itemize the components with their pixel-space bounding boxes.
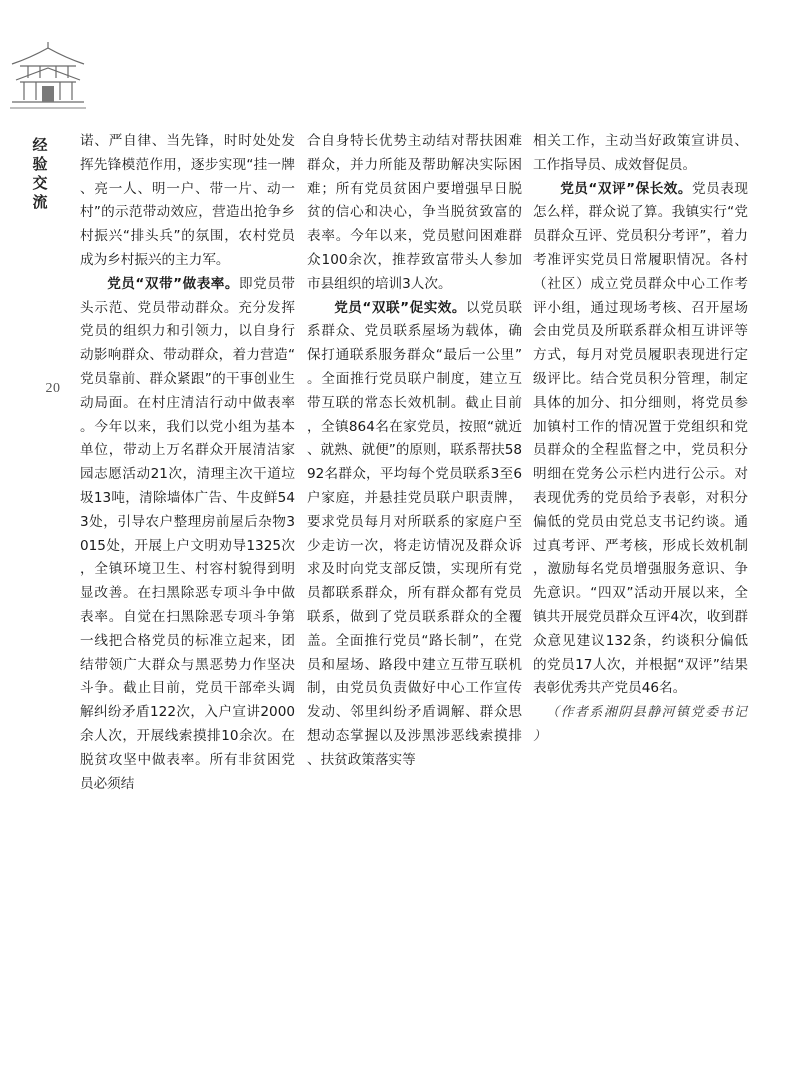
- paragraph: [307, 297, 522, 773]
- section-label: 经验交流: [32, 136, 50, 211]
- section-heading: 党员“双联”促实效。: [334, 299, 467, 316]
- article-column-left: [80, 130, 295, 796]
- paragraph-body: 党员表现怎么样，群众说了算。我镇实行“党员群众互评、党员积分考评”，着力考准评实党员日常履职情况。各村（社区）成立党员群众中心工作考评小组，通过现场考核、召开屋场会由党员及所联系群众相互讲评等方式，每月对党员履职表现进行定级评比。结合党员积分管理，制定具体的加分、扣分细则，将党员参加镇村工作的情况置于党组织和党员群众的全程监督之中，党员积分明细在党务公示栏内进行公示。对表现优秀的党员给予表彰，对积分偏低的党员由党总支书记约谈。通过真考评、严考核，形成长效机制，激励每名党员增强服务意识、争先意识。“四双”活动开展以来，全镇共开展党员群众互评4次，收到群众意见建议132条，约谈积分偏低的党员17人次，并根据“双评”结果表彰优秀共产党员46名。: [533, 180, 748, 697]
- pavilion-logo-icon: [6, 42, 90, 118]
- paragraph: 相关工作，主动当好政策宣讲员、工作指导员、成效督促员。: [533, 133, 748, 173]
- paragraph: 合自身特长优势主动结对帮扶困难群众，并力所能及帮助解决实际困难；所有党员贫困户要增强早日脱贫的信心和决心，争当脱贫致富的表率。今年以来，党员慰问困难群众100余次，推荐致富带头人参加市县组织的培训3人次。: [307, 133, 522, 292]
- paragraph: 诺、严自律、当先锋，时时处处发挥先锋模范作用，逐步实现“挂一牌、亮一人、明一户、带一片、动一村”的示范带动效应，营造出抢争乡村振兴“排头兵”的氛围，农村党员成为乡村振兴的主力军。: [80, 133, 295, 268]
- section-heading: 党员“双评”保长效。: [560, 180, 693, 197]
- paragraph: [533, 178, 748, 702]
- author-byline: （作者系湘阴县静河镇党委书记）: [533, 705, 748, 744]
- article-column-right: [533, 130, 748, 749]
- article-column-middle: [307, 130, 522, 773]
- page-number: 20: [45, 381, 61, 396]
- paragraph-body: 以党员联系群众、党员联系屋场为载体，确保打通联系服务群众“最后一公里”。全面推行党员联户制度，建立互带互联的常态长效机制。截止目前，全镇864名在家党员，按照“就近、就熟、就便”的原则，联系帮扶5892名群众，平均每个党员联系3至6户家庭，并悬挂党员联户职责牌，要求党员每月对所联系的家庭户至少走访一次，将走访情况及群众诉求及时向党支部反馈，实现所有党员都联系群众，所有群众都有党员联系，做到了党员联系群众的全覆盖。全面推行党员“路长制”，在党员和屋场、路段中建立互带互联机制，由党员负责做好中心工作宣传发动、邻里纠纷矛盾调解、群众思想动态掌握以及涉黑涉恶线索摸排、扶贫政策落实等: [307, 299, 522, 768]
- paragraph-body: 即党员带头示范、党员带动群众。充分发挥党员的组织力和引领力，以自身行动影响群众、带动群众，着力营造“党员靠前、群众紧跟”的干事创业生动局面。在村庄清洁行动中做表率。今年以来，我们以党小组为基本单位，带动上万名群众开展清洁家园志愿活动21次，清理主次干道垃圾13吨，清除墙体广告、牛皮鲜543处，引导农户整理房前屋后杂物3015处，开展上户文明劝导1325次，全镇环境卫生、村容村貌得到明显改善。在扫黑除恶专项斗争中做表率。自觉在扫黑除恶专项斗争第一线把合格党员的标准立起来，团结带领广大群众与黑恶势力作坚决斗争。截止目前，党员干部牵头调解纠纷矛盾122次，入户宣讲2000余人次，开展线索摸排10余次。在脱贫攻坚中做表率。所有非贫困党员必须结: [80, 275, 295, 792]
- section-heading: 党员“双带”做表率。: [107, 275, 240, 292]
- paragraph: [80, 273, 295, 797]
